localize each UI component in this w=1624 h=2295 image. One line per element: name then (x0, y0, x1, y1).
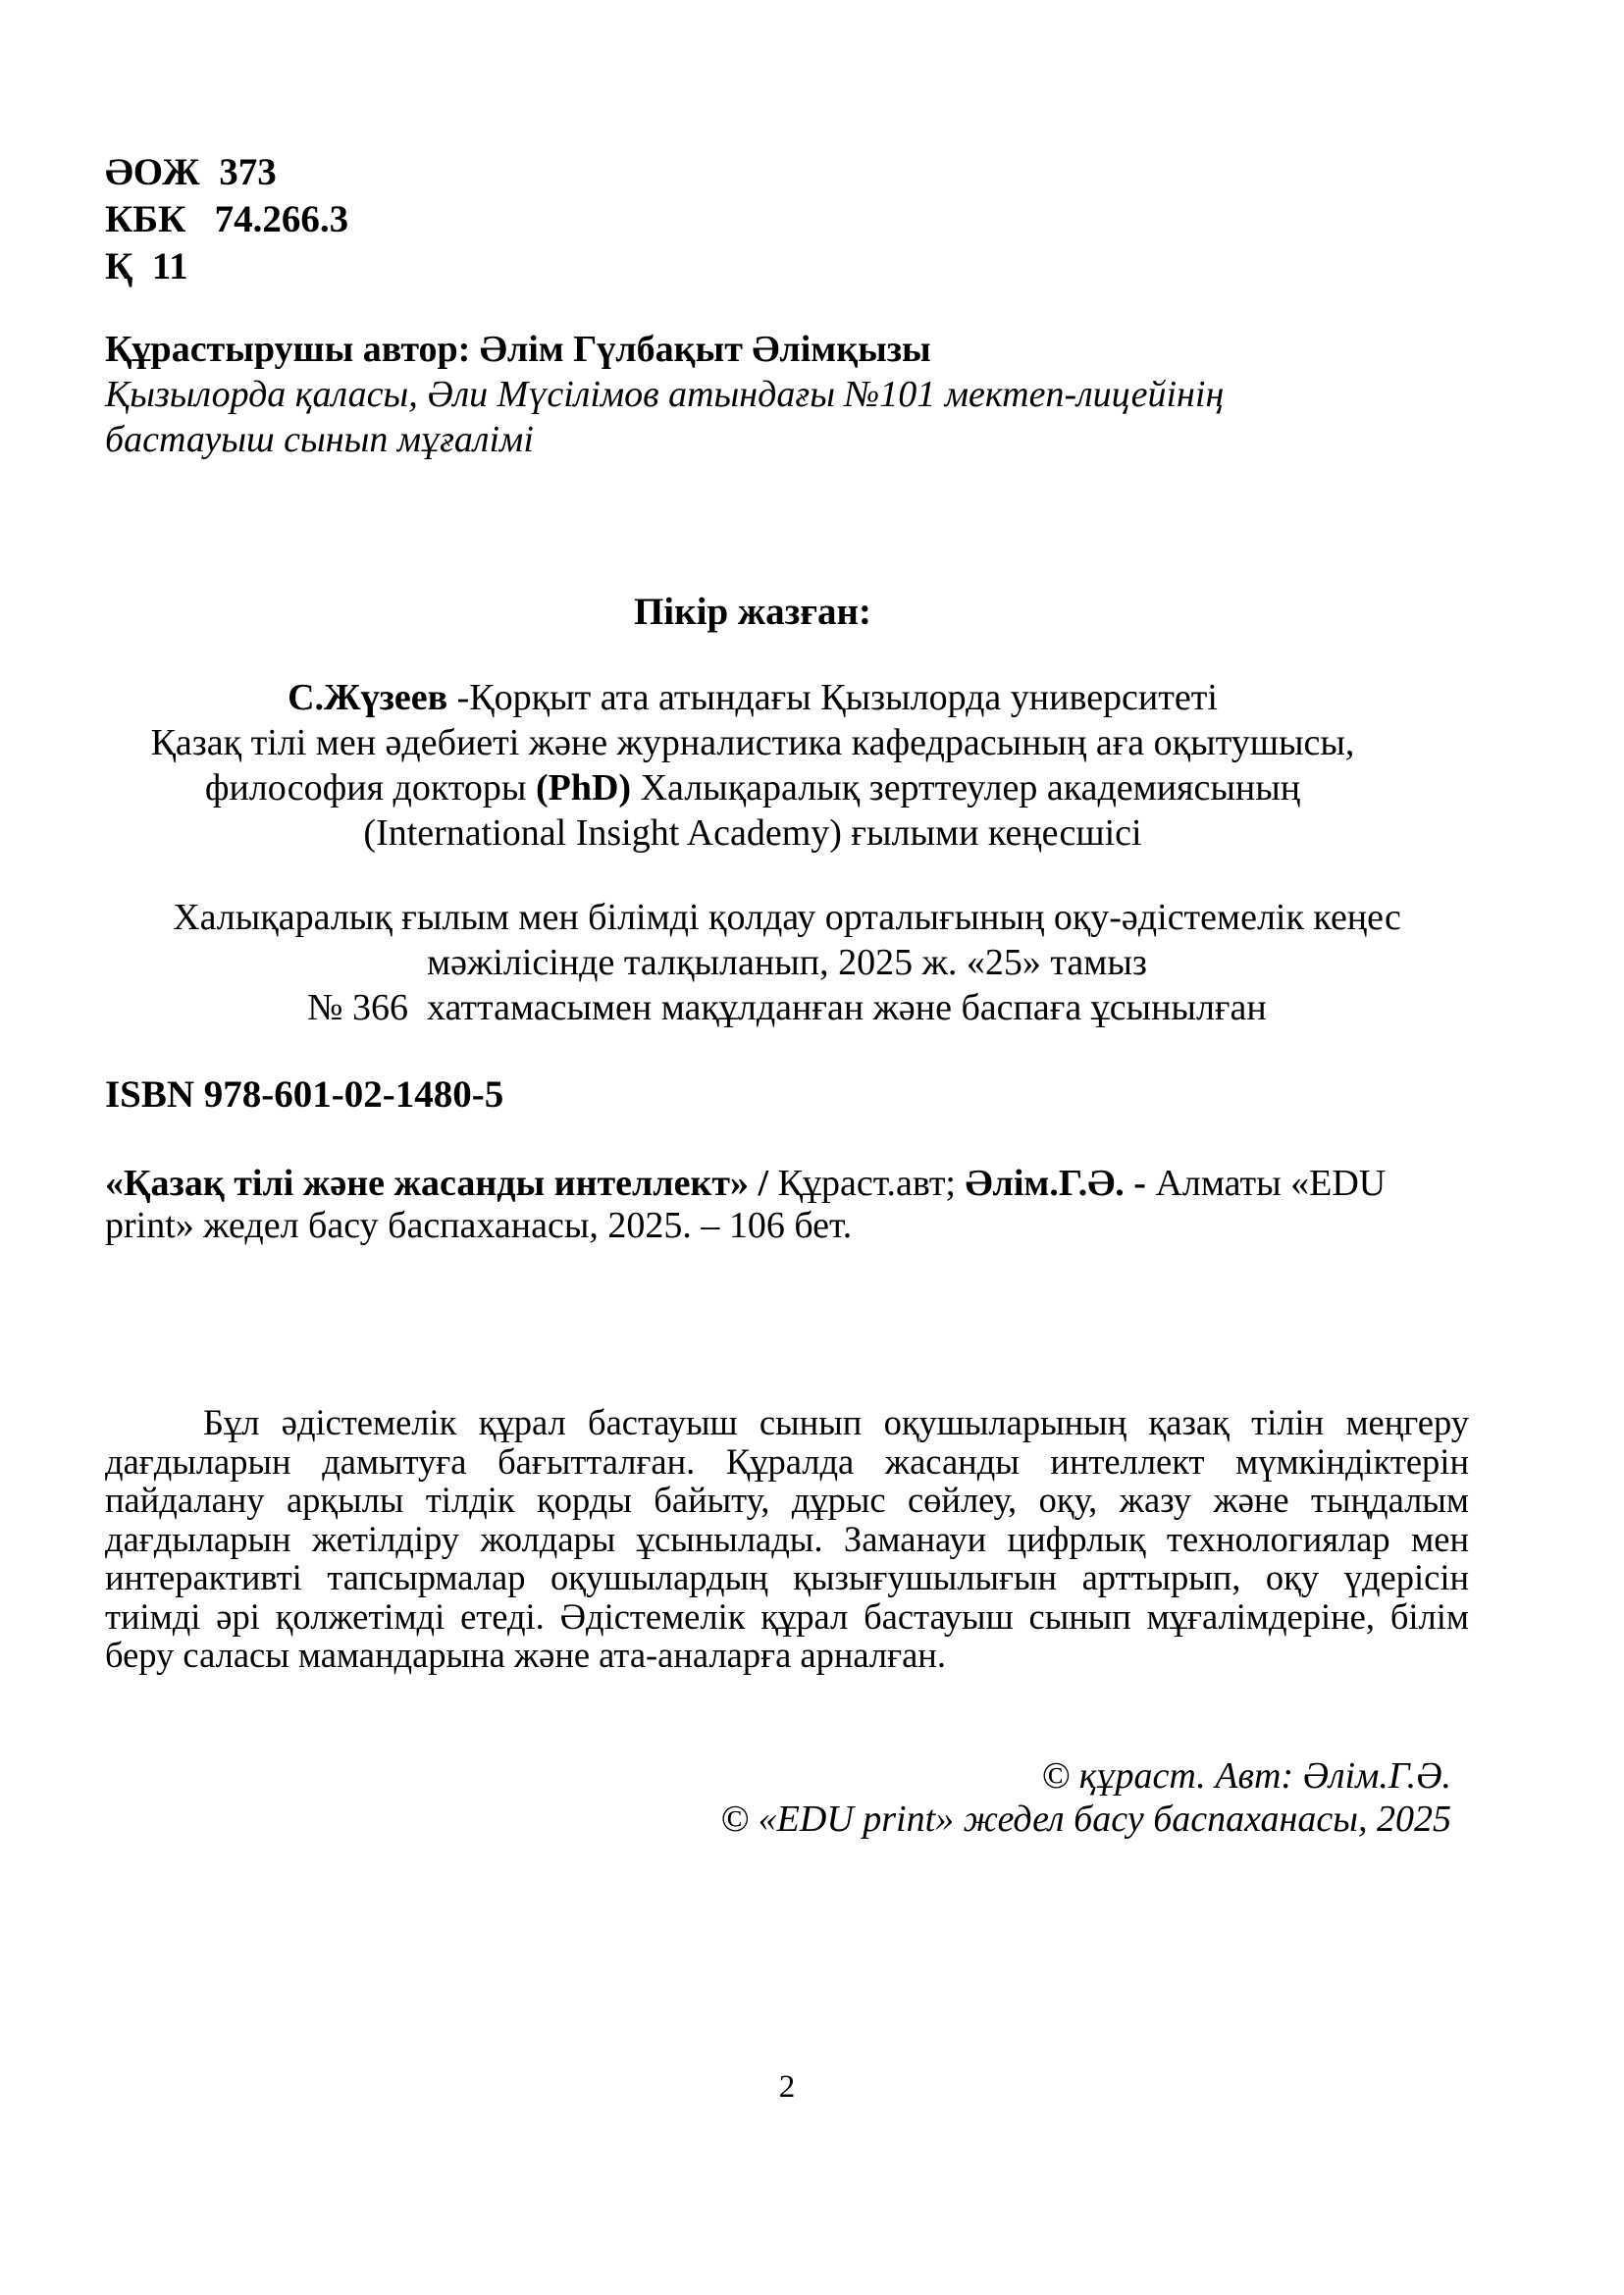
approval-line-1: Халықаралық ғылым мен білімді қолдау орталығының оқу-әдістемелік кеңес (173, 897, 1401, 938)
reviewer-line-3-post: Халықаралық зерттеулер академиясының (631, 767, 1301, 808)
reviewer-name: С.Жүзеев (288, 677, 448, 718)
page-number: 2 (778, 2069, 796, 2105)
citation-author: Әлім.Г.Ә. - (965, 1163, 1146, 1204)
reviewer-line-3 (105, 765, 1400, 810)
reviewer-line-2: Қазақ тілі мен әдебиеті және журналистика кафедрасының аға оқытушысы, (150, 722, 1355, 763)
bbk-code-line: КБК 74.266.3 (105, 198, 349, 240)
approval-line-2: мәжілісінде талқыланып, 2025 ж. «25» тамыз (427, 942, 1147, 983)
citation-title: «Қазақ тілі және жасанды интеллект» / (105, 1163, 769, 1204)
citation-mid: Құраст.авт; (768, 1163, 966, 1204)
author-block (105, 327, 1469, 462)
author-affiliation-line: Қызылорда қаласы, Әли Мүсілімов атындағы №101 мектеп-лицейінің (105, 374, 1225, 415)
reviewer-block (105, 675, 1400, 856)
udc-code-line: ӘОЖ 373 (105, 151, 277, 193)
reviewer-line-1 (105, 675, 1400, 720)
author-sign-line: Қ 11 (105, 245, 188, 287)
reviewer-phd: (PhD) (535, 767, 632, 808)
isbn: ISBN 978-601-02-1480-5 (105, 1073, 504, 1116)
approval-block (105, 895, 1469, 1030)
reviewer-heading: Пікір жазған: (633, 591, 872, 633)
copyright-block (105, 1754, 1451, 1841)
annotation-paragraph: Бұл әдістемелік құрал бастауыш сынып оқушыларының қазақ тілін меңгеру дағдыларын дамытуға бағытталған. Құралда жасанды интеллект мүмкіндіктерін пайдалану арқылы тілдік қорды байыту, дұрыс сөйлеу, оқу, жазу және тыңдалым дағдыларын жетілдіру жолдары ұсынылады. Заманауи цифрлық технологиялар мен интерактивті тапсырмалар оқушылардың қызығушылығын арттырып, оқу үдерісін тиімді әрі қолжетімді етеді. Әдістемелік құрал бастауыш сынып мұғалімдеріне, білім беру саласы мамандарына және ата-аналарға арналған. (105, 1402, 1469, 1675)
reviewer-line-3-pre: философия докторы (204, 767, 536, 808)
reviewer-line-4: (International Insight Academy) ғылыми кеңесшісі (363, 812, 1142, 854)
citation-tail: Алматы «EDU print» жедел басу баспаханасы, 2025. – 106 бет. (105, 1163, 1387, 1246)
copyright-publisher-line: © «EDU print» жедел басу баспаханасы, 2025 (720, 1799, 1451, 1840)
copyright-author-line: © құраст. Авт: Әлім.Г.Ә. (1041, 1755, 1451, 1797)
classification-codes (105, 149, 1469, 290)
reviewer-line-1-rest: -Қорқыт ата атындағы Қызылорда университеті (447, 677, 1218, 718)
compiler-author-line: Құрастырушы автор: Әлім Гүлбақыт Әлімқызы (105, 329, 931, 370)
bibliographic-citation (105, 1163, 1469, 1247)
approval-line-3: № 366 хаттамасымен мақұлданған және баспаға ұсынылған (307, 987, 1267, 1028)
author-position-line: бастауыш сынып мұғалімі (105, 419, 534, 460)
